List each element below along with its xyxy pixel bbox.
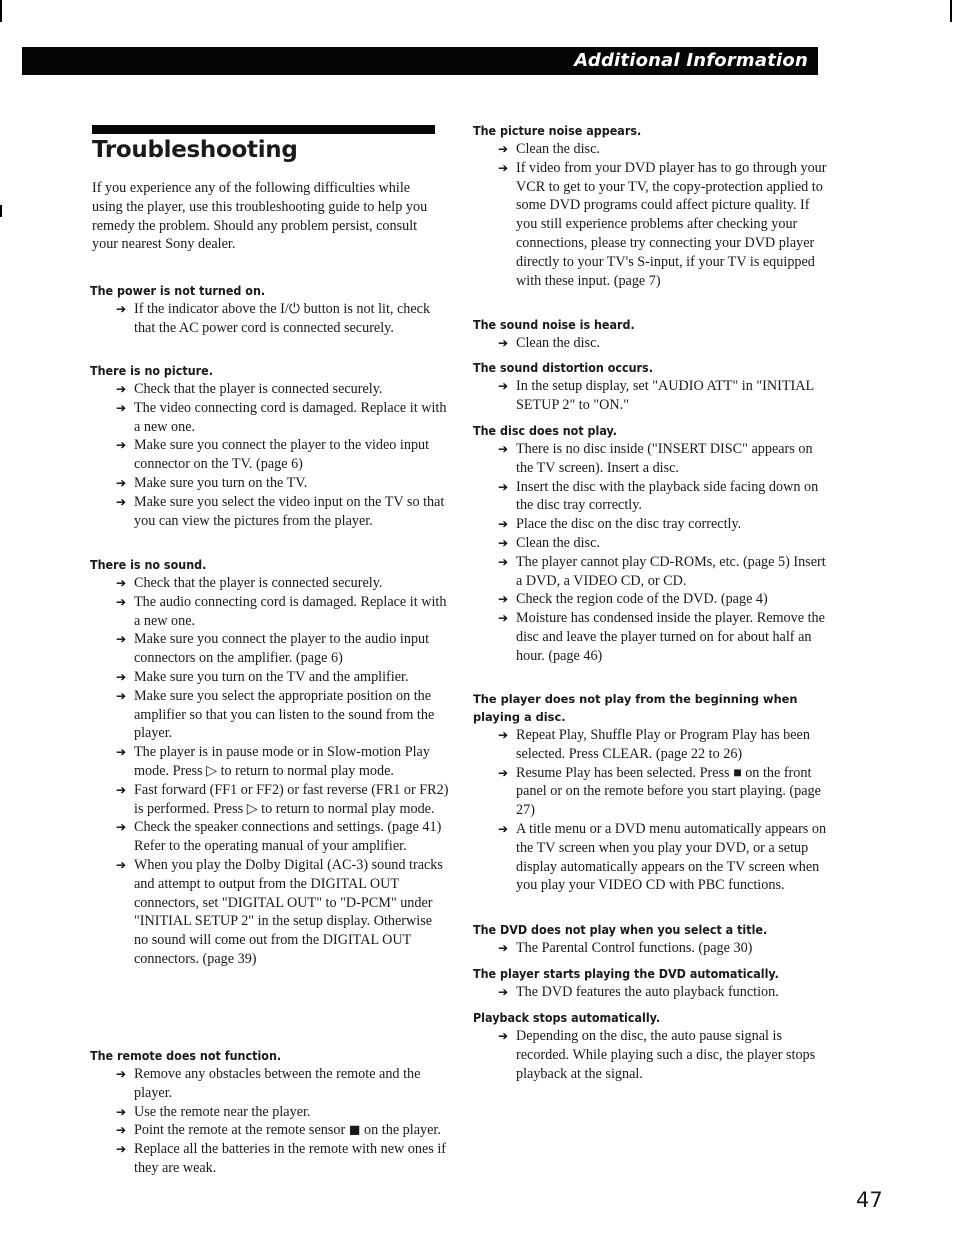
solution-text: Clean the disc.	[516, 534, 600, 551]
solution-text: Check the speaker connections and settings. (page 41) Refer to the operating manual of your amplifier.	[134, 819, 442, 855]
problem-heading: The sound noise is heard.	[473, 318, 635, 332]
solution-text: Remove any obstacles between the remote and the player.	[134, 1066, 421, 1101]
intro-paragraph: If you experience any of the following difficulties while using the player, use this troubleshooting guide to help you remedy the problem. Should any problem persist, consult your nearest Sony dealer.	[92, 180, 428, 253]
solution-text: Check that the player is connected securely.	[134, 575, 383, 591]
solution-item	[116, 1140, 449, 1178]
solution-item	[116, 743, 449, 781]
arrow-right-icon: ➔	[498, 765, 509, 780]
arrow-right-icon: ➔	[116, 302, 127, 316]
solution-item	[498, 140, 832, 159]
solution-item	[116, 630, 449, 668]
solution-item	[116, 1103, 449, 1122]
problem-heading: Playback stops automatically.	[473, 1011, 661, 1025]
solution-text: The audio connecting cord is damaged. Replace it with a new one.	[134, 593, 447, 629]
solution-item	[116, 781, 449, 819]
problem-heading: The sound distortion occurs.	[473, 361, 653, 375]
arrow-right-icon: ➔	[498, 941, 509, 955]
section-label: Additional Information	[574, 50, 808, 71]
solution-item	[498, 440, 832, 478]
arrow-right-icon: ➔	[116, 782, 127, 797]
solution-item	[116, 474, 449, 493]
arrow-right-icon: ➔	[116, 688, 127, 703]
solution-text: Use the remote near the player.	[134, 1103, 311, 1120]
arrow-right-icon: ➔	[498, 442, 509, 456]
troubleshooting-section	[90, 282, 449, 338]
solution-item	[498, 764, 832, 820]
solution-text: The Parental Control functions. (page 30)	[516, 940, 753, 956]
solution-item	[498, 726, 832, 764]
arrow-right-icon: ➔	[498, 554, 509, 569]
problem-heading: There is no picture.	[90, 364, 213, 378]
solution-text: Fast forward (FF1 or FF2) or fast reverse (FR1 or FR2) is performed. Press ▷ to return to normal play mode.	[134, 781, 449, 817]
solution-text: If the indicator above the I/⏻ button is not lit, check that the AC power cord is connected securely.	[134, 301, 431, 336]
arrow-right-icon: ➔	[116, 400, 127, 415]
title-rule	[92, 125, 435, 134]
solution-text: Point the remote at the remote sensor ◼ on the player.	[134, 1122, 441, 1139]
arrow-right-icon: ➔	[498, 728, 509, 742]
troubleshooting-section	[90, 1047, 449, 1178]
troubleshooting-section	[473, 965, 832, 1002]
solution-item	[498, 334, 832, 353]
solution-item	[498, 534, 832, 553]
problem-heading: The power is not turned on.	[90, 284, 266, 298]
arrow-right-icon: ➔	[116, 1104, 127, 1119]
arrow-right-icon: ➔	[116, 382, 127, 396]
arrow-right-icon: ➔	[116, 1067, 127, 1081]
solution-text: Make sure you turn on the TV and the amplifier.	[134, 668, 409, 685]
arrow-right-icon: ➔	[116, 745, 127, 760]
left-margin-mark	[0, 0, 2, 22]
solution-text: Clean the disc.	[516, 141, 600, 157]
solution-item	[498, 609, 832, 665]
solution-item	[498, 478, 832, 516]
solution-text: Check that the player is connected securely.	[134, 381, 383, 397]
solution-item	[116, 1121, 449, 1140]
arrow-right-icon: ➔	[498, 336, 509, 350]
arrow-right-icon: ➔	[498, 142, 509, 156]
page-title: Troubleshooting	[92, 137, 298, 163]
solution-item	[498, 590, 832, 609]
solution-text: In the setup display, set "AUDIO ATT" in "INITIAL SETUP 2" to "ON."	[516, 378, 814, 413]
arrow-right-icon: ➔	[116, 1142, 127, 1157]
arrow-right-icon: ➔	[498, 535, 509, 550]
troubleshooting-section	[473, 422, 832, 666]
solution-text: Make sure you connect the player to the audio input connectors on the amplifier. (page 6)	[134, 631, 430, 667]
solution-item	[498, 1027, 832, 1083]
solution-text: The player is in pause mode or in Slow-motion Play mode. Press ▷ to return to normal play mode.	[134, 744, 430, 779]
solution-text: When you play the Dolby Digital (AC-3) sound tracks and attempt to output from the DIGITAL OUT connectors, set "DIGITAL OUT" to "D-PCM" under "INITIAL SETUP 2" in the setup display. Otherwise no sound will come out from the DIGITAL OUT connectors. (page 39)	[134, 856, 443, 967]
arrow-right-icon: ➔	[116, 494, 127, 509]
solution-item	[116, 300, 449, 338]
solution-text: Clean the disc.	[516, 335, 600, 351]
arrow-right-icon: ➔	[498, 611, 509, 626]
troubleshooting-section	[473, 690, 832, 895]
solution-text: Depending on the disc, the auto pause signal is recorded. While playing such a disc, the player stops playback at the signal.	[516, 1028, 816, 1082]
arrow-right-icon: ➔	[116, 669, 127, 684]
arrow-right-icon: ➔	[116, 475, 127, 490]
solution-text: The video connecting cord is damaged. Replace it with a new one.	[134, 399, 447, 435]
problem-heading: The DVD does not play when you select a title.	[473, 923, 768, 937]
arrow-right-icon: ➔	[498, 517, 509, 532]
arrow-right-icon: ➔	[498, 821, 509, 836]
solution-text: Moisture has condensed inside the player. Remove the disc and leave the player turned on for about half an hour. (page 46)	[516, 610, 825, 664]
solution-text: The DVD features the auto playback function.	[516, 984, 779, 1000]
section-header-bar	[22, 47, 818, 75]
solution-text: There is no disc inside ("INSERT DISC" appears on the TV screen). Insert a disc.	[516, 441, 813, 476]
solution-item	[116, 574, 449, 593]
troubleshooting-section	[473, 359, 832, 415]
solution-text: Insert the disc with the playback side facing down on the disc tray correctly.	[516, 478, 819, 514]
right-margin-mark	[950, 0, 952, 22]
arrow-right-icon: ➔	[498, 160, 509, 175]
arrow-right-icon: ➔	[116, 857, 127, 872]
problem-heading: The picture noise appears.	[473, 124, 642, 138]
solution-item	[498, 515, 832, 534]
solution-text: Repeat Play, Shuffle Play or Program Play has been selected. Press CLEAR. (page 22 to 26)	[516, 727, 810, 762]
solution-text: Check the region code of the DVD. (page 4)	[516, 591, 768, 608]
solution-item	[116, 593, 449, 631]
problem-heading: There is no sound.	[90, 558, 207, 572]
solution-item	[498, 377, 832, 415]
solution-item	[116, 399, 449, 437]
problem-heading: The disc does not play.	[473, 424, 618, 438]
arrow-right-icon: ➔	[498, 592, 509, 607]
arrow-right-icon: ➔	[116, 594, 127, 609]
troubleshooting-section	[473, 316, 832, 353]
solution-item	[116, 436, 449, 474]
solution-text: Place the disc on the disc tray correctly.	[516, 516, 742, 533]
solution-item	[498, 159, 832, 291]
solution-item	[498, 983, 832, 1002]
solution-item	[116, 856, 449, 969]
solution-item	[498, 553, 832, 591]
solution-item	[498, 939, 832, 958]
solution-text: The player cannot play CD-ROMs, etc. (page 5) Insert a DVD, a VIDEO CD, or CD.	[516, 553, 826, 589]
troubleshooting-section	[473, 1009, 832, 1083]
arrow-right-icon: ➔	[116, 820, 127, 835]
page-number: 47	[856, 1188, 883, 1212]
problem-heading: The player does not play from the beginning when playing a disc.	[473, 692, 798, 724]
solution-item	[116, 818, 449, 856]
solution-item	[116, 687, 449, 743]
solution-item	[116, 668, 449, 687]
solution-item	[116, 380, 449, 399]
solution-item	[116, 493, 449, 531]
troubleshooting-section	[90, 556, 449, 969]
solution-text: Make sure you turn on the TV.	[134, 474, 308, 491]
arrow-right-icon: ➔	[498, 379, 509, 393]
solution-text: A title menu or a DVD menu automatically appears on the TV screen when you play your DVD, or a setup display automatically appears on the TV screen when you play your VIDEO CD with PBC functions.	[516, 820, 827, 894]
solution-item	[116, 1065, 449, 1103]
solution-text: Resume Play has been selected. Press ■ on the front panel or on the remote before you start playing. (page 27)	[516, 764, 821, 819]
problem-heading: The player starts playing the DVD automatically.	[473, 967, 779, 981]
solution-text: Make sure you select the appropriate position on the amplifier so that you can listen to the sound from the player.	[134, 687, 435, 742]
arrow-right-icon: ➔	[498, 479, 509, 494]
arrow-right-icon: ➔	[116, 438, 127, 453]
troubleshooting-section	[473, 122, 832, 290]
troubleshooting-section	[473, 921, 832, 958]
solution-item	[498, 820, 832, 895]
solution-text: Make sure you select the video input on the TV so that you can view the pictures from the player.	[134, 493, 445, 529]
solution-text: Replace all the batteries in the remote with new ones if they are weak.	[134, 1141, 447, 1176]
arrow-right-icon: ➔	[116, 1123, 127, 1138]
troubleshooting-section	[90, 362, 449, 530]
problem-heading: The remote does not function.	[90, 1049, 282, 1063]
arrow-right-icon: ➔	[498, 1029, 509, 1043]
arrow-right-icon: ➔	[116, 576, 127, 590]
solution-text: If video from your DVD player has to go through your VCR to get to your TV, the copy-protection applied to some DVD programs could affect picture quality. If you still experience problems after checking your connections, please try connecting your DVD player directly to your TV's S-input, if your TV is equipped with these input. (page 7)	[516, 159, 827, 289]
arrow-right-icon: ➔	[498, 985, 509, 999]
arrow-right-icon: ➔	[116, 632, 127, 647]
solution-text: Make sure you connect the player to the video input connector on the TV. (page 6)	[134, 437, 430, 473]
left-margin-mark-lower	[0, 205, 2, 217]
